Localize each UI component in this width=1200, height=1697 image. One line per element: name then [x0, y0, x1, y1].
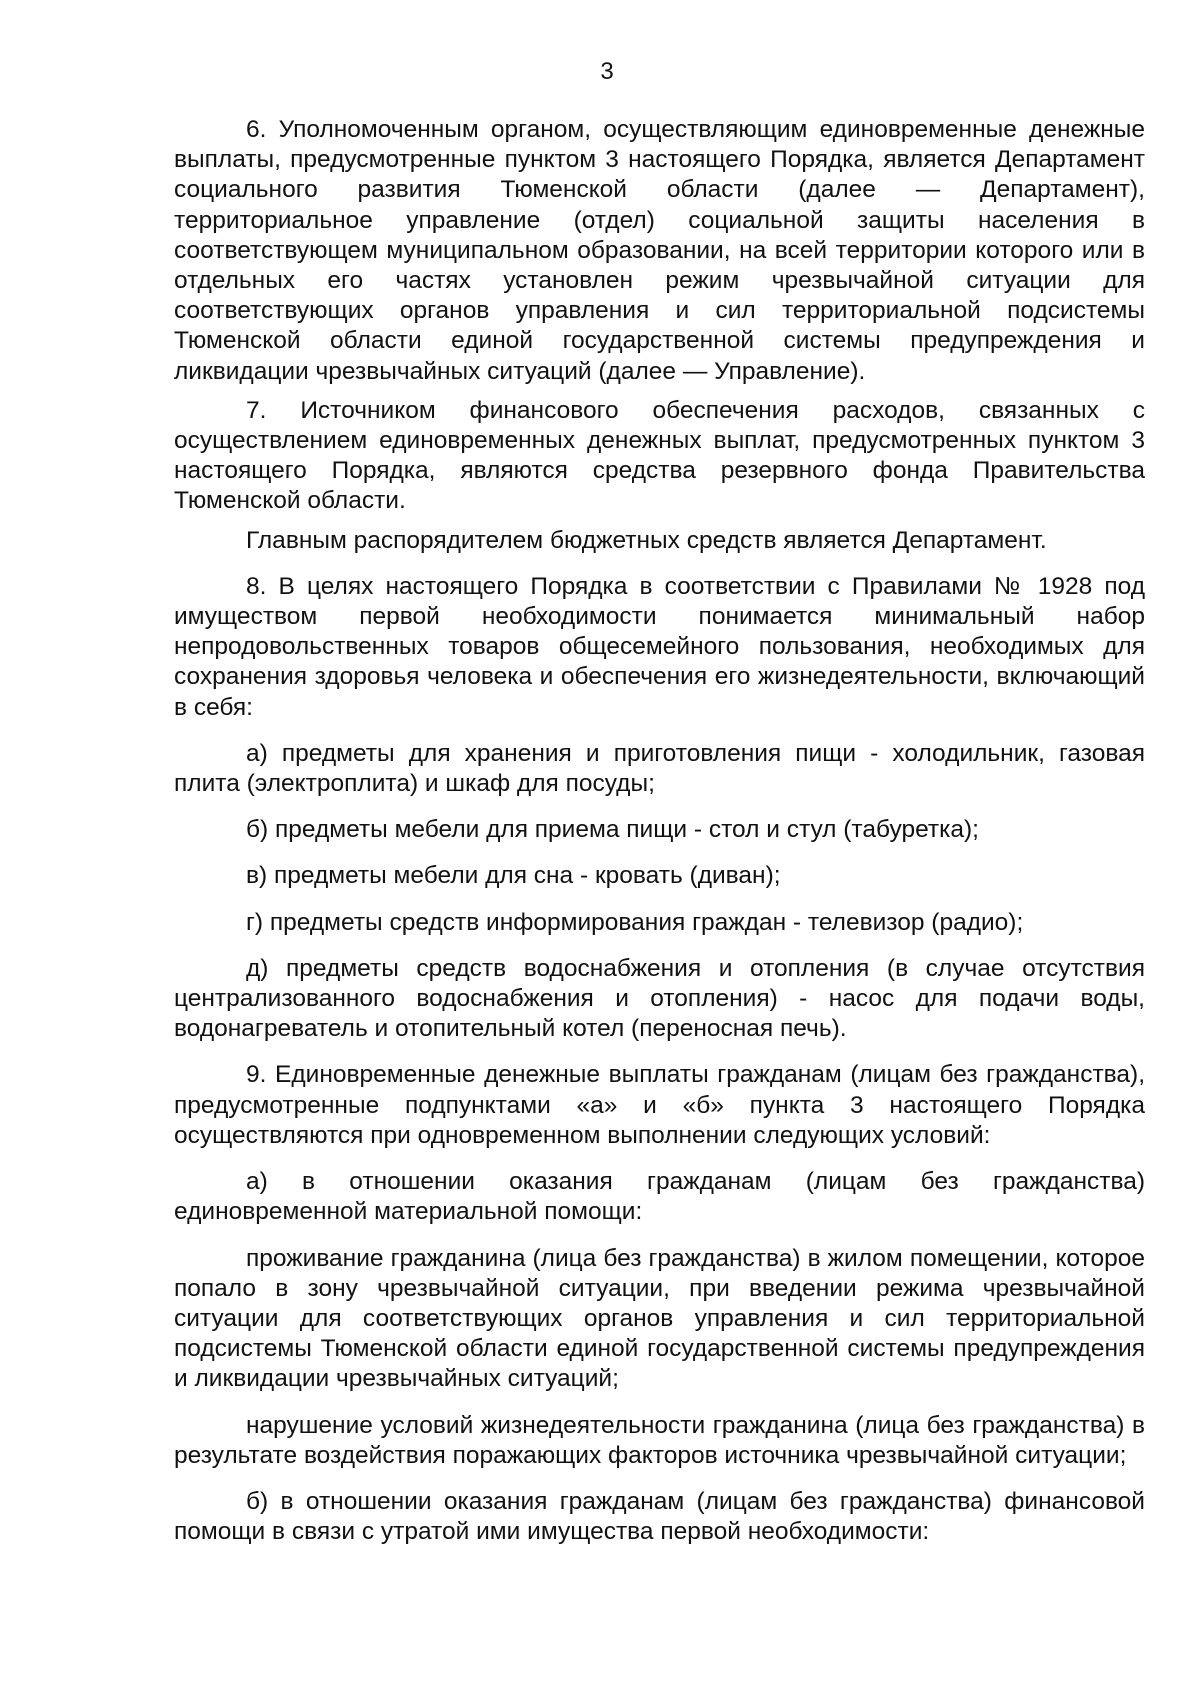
list-item-a: а) предметы для хранения и приготовления пищи - холодильник, газовая плита (электроплита) и шкаф для посуды; — [174, 739, 1145, 798]
paragraph-8: 8. В целях настоящего Порядка в соответствии с Правилами № 1928 под имуществом первой необходимости понимается минимальный набор непродовольственных товаров общесемейного пользования, необходимых для сохранения здоровья человека и обеспечения его жизнедеятельности, включающий в себя: — [174, 572, 1145, 721]
paragraph-9: 9. Единовременные денежные выплаты гражданам (лицам без гражданства), предусмотренные подпунктами «а» и «б» пункта 3 настоящего Порядка осуществляются при одновременном выполнении следующих условий: — [174, 1061, 1145, 1149]
list-item-g: г) предметы средств информирования граждан - телевизор (радио); — [246, 908, 1024, 936]
list-item-v: в) предметы мебели для сна - кровать (диван); — [246, 862, 781, 890]
condition-a-disruption: нарушение условий жизнедеятельности гражданина (лица без гражданства) в результате воздействия поражающих факторов источника чрезвычайной ситуации; — [174, 1411, 1145, 1469]
condition-a-residence: проживание гражданина (лица без гражданства) в жилом помещении, которое попало в зону чрезвычайной ситуации, при введении режима чрезвычайной ситуации для соответствующих органов управления и сил территориальной подсистемы Тюменской области единой государственной системы предупреждения и ликвидации чрезвычайных ситуаций; — [174, 1244, 1145, 1393]
paragraph-budget-manager: Главным распорядителем бюджетных средств является Департамент. — [246, 526, 1047, 554]
paragraph-7: 7. Источником финансового обеспечения расходов, связанных с осуществлением единовременных денежных выплат, предусмотренных пунктом 3 настоящего Порядка, являются средства резервного фонда Правительства Тюменской области. — [174, 396, 1145, 515]
condition-b: б) в отношении оказания гражданам (лицам без гражданства) финансовой помощи в связи с утратой ими имущества первой необходимости: — [174, 1487, 1145, 1546]
condition-a: а) в отношении оказания гражданам (лицам без гражданства) единовременной материальной помощи: — [174, 1168, 1145, 1226]
list-item-d: д) предметы средств водоснабжения и отопления (в случае отсутствия централизованного водоснабжения и отопления) - насос для подачи воды, водонагреватель и отопительный котел (переносная печь). — [174, 954, 1145, 1043]
list-item-b: б) предметы мебели для приема пищи - стол и стул (табуретка); — [246, 816, 979, 844]
page-number: 3 — [600, 58, 614, 85]
document-body — [174, 115, 1145, 1556]
paragraph-6: 6. Уполномоченным органом, осуществляющим единовременные денежные выплаты, предусмотренные пунктом 3 настоящего Порядка, является Департамент социального развития Тюменской области (далее — Департамент), территориальное управление (отдел) социальной защиты населения в соответствующем муниципальном образовании, на всей территории которого или в отдельных его частях установлен режим чрезвычайной ситуации для соответствующих органов управления и сил территориальной подсистемы Тюменской области единой государственной системы предупреждения и ликвидации чрезвычайных ситуаций (далее — Управление). — [174, 116, 1145, 385]
